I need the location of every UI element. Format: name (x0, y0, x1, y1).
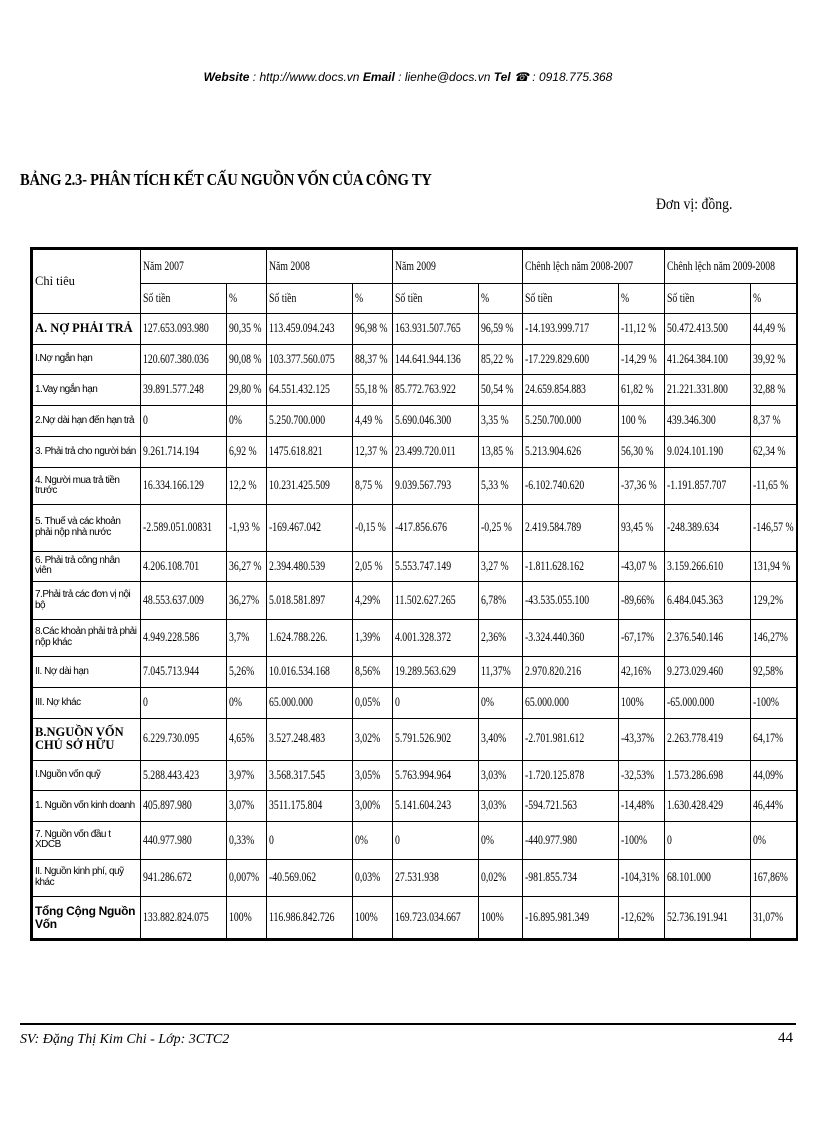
row-label: Tổng Cộng Nguồn Vốn (33, 897, 141, 939)
percent-cell: 64,17% (751, 718, 797, 760)
percent-cell: 8,75 % (353, 467, 393, 504)
percent-cell: -43,07 % (619, 551, 665, 582)
row-label: III. Nợ khác (33, 687, 141, 718)
header-year-2008: Năm 2008 (267, 250, 393, 284)
amount-cell: 5.250.700.000 (523, 406, 619, 437)
sub-percent: % (619, 284, 665, 314)
amount-cell: -1.720.125.878 (523, 760, 619, 791)
amount-cell: 24.659.854.883 (523, 375, 619, 406)
percent-cell: -0,25 % (479, 505, 523, 551)
amount-cell: 11.502.627.265 (393, 582, 479, 619)
sub-amount: Số tiền (393, 284, 479, 314)
amount-cell: 50.472.413.500 (665, 313, 751, 344)
percent-cell: -43,37% (619, 718, 665, 760)
sub-percent: % (353, 284, 393, 314)
percent-cell: 0,02% (479, 859, 523, 896)
table-row (33, 859, 797, 896)
percent-cell: 36,27 % (227, 551, 267, 582)
amount-cell: 5.763.994.964 (393, 760, 479, 791)
amount-cell: 3.568.317.545 (267, 760, 353, 791)
amount-cell: -6.102.740.620 (523, 467, 619, 504)
tel-value: : 0918.775.368 (528, 70, 613, 84)
row-label: 3. Phải trả cho người bán (33, 437, 141, 468)
amount-cell: 10.231.425.509 (267, 467, 353, 504)
amount-cell: 2.394.480.539 (267, 551, 353, 582)
percent-cell: 1,39% (353, 619, 393, 656)
percent-cell: -104,31% (619, 859, 665, 896)
amount-cell: 5.553.747.149 (393, 551, 479, 582)
amount-cell: -417.856.676 (393, 505, 479, 551)
row-label: 8.Các khoản phải trả phải nộp khác (33, 619, 141, 656)
table-header-row (33, 250, 797, 284)
table-row (33, 375, 797, 406)
amount-cell: -440.977.980 (523, 822, 619, 859)
amount-cell: 52.736.191.941 (665, 897, 751, 939)
amount-cell: 6.484.045.363 (665, 582, 751, 619)
amount-cell: 4.949.228.586 (141, 619, 227, 656)
amount-cell: 1.573.286.698 (665, 760, 751, 791)
row-label: 5. Thuế và các khoản phải nộp nhà nước (33, 505, 141, 551)
amount-cell: 7.045.713.944 (141, 657, 227, 688)
table-row (33, 313, 797, 344)
amount-cell: 144.641.944.136 (393, 344, 479, 375)
percent-cell: 3,7% (227, 619, 267, 656)
percent-cell: 3,27 % (479, 551, 523, 582)
percent-cell: 6,78% (479, 582, 523, 619)
amount-cell: -16.895.981.349 (523, 897, 619, 939)
percent-cell: -14,48% (619, 791, 665, 822)
amount-cell: 5.288.443.423 (141, 760, 227, 791)
amount-cell: 127.653.093.980 (141, 313, 227, 344)
amount-cell: 2.419.584.789 (523, 505, 619, 551)
amount-cell: -65.000.000 (665, 687, 751, 718)
amount-cell: 941.286.672 (141, 859, 227, 896)
percent-cell: 46,44% (751, 791, 797, 822)
percent-cell: 93,45 % (619, 505, 665, 551)
amount-cell: -43.535.055.100 (523, 582, 619, 619)
sub-amount: Số tiền (665, 284, 751, 314)
amount-cell: 65.000.000 (523, 687, 619, 718)
amount-cell: 1.630.428.429 (665, 791, 751, 822)
website-value: : http://www.docs.vn (249, 70, 363, 84)
amount-cell: 3.159.266.610 (665, 551, 751, 582)
amount-cell: 0 (267, 822, 353, 859)
amount-cell: 2.970.820.216 (523, 657, 619, 688)
percent-cell: -67,17% (619, 619, 665, 656)
table-row (33, 718, 797, 760)
header-year-2007: Năm 2007 (141, 250, 267, 284)
percent-cell: 3,00% (353, 791, 393, 822)
percent-cell: 4,65% (227, 718, 267, 760)
row-label: 1. Nguồn vốn kinh doanh (33, 791, 141, 822)
percent-cell: 3,40% (479, 718, 523, 760)
percent-cell: 8,56% (353, 657, 393, 688)
percent-cell: 2,36% (479, 619, 523, 656)
amount-cell: -594.721.563 (523, 791, 619, 822)
amount-cell: 1.624.788.226. (267, 619, 353, 656)
amount-cell: 9.024.101.190 (665, 437, 751, 468)
percent-cell: 0,05% (353, 687, 393, 718)
percent-cell: 31,07% (751, 897, 797, 939)
sub-percent: % (479, 284, 523, 314)
percent-cell: 3,05% (353, 760, 393, 791)
percent-cell: -11,12 % (619, 313, 665, 344)
amount-cell: -981.855.734 (523, 859, 619, 896)
percent-cell: 146,27% (751, 619, 797, 656)
table-row (33, 437, 797, 468)
email-value: : lienhe@docs.vn (394, 70, 494, 84)
amount-cell: -17.229.829.600 (523, 344, 619, 375)
percent-cell: -12,62% (619, 897, 665, 939)
row-label: B.NGUỒN VỐN CHỦ SỞ HỮU (33, 718, 141, 760)
amount-cell: 169.723.034.667 (393, 897, 479, 939)
amount-cell: -40.569.062 (267, 859, 353, 896)
tel-label: Tel (493, 70, 511, 84)
amount-cell: -248.389.634 (665, 505, 751, 551)
percent-cell: -146,57 % (751, 505, 797, 551)
percent-cell: 5,33 % (479, 467, 523, 504)
table-row (33, 582, 797, 619)
percent-cell: -100% (751, 687, 797, 718)
percent-cell: 100% (619, 687, 665, 718)
percent-cell: 167,86% (751, 859, 797, 896)
percent-cell: 129,2% (751, 582, 797, 619)
amount-cell: 5.250.700.000 (267, 406, 353, 437)
amount-cell: 6.229.730.095 (141, 718, 227, 760)
sub-percent: % (227, 284, 267, 314)
amount-cell: 64.551.432.125 (267, 375, 353, 406)
table-row (33, 897, 797, 939)
percent-cell: 4,49 % (353, 406, 393, 437)
percent-cell: 90,35 % (227, 313, 267, 344)
percent-cell: 39,92 % (751, 344, 797, 375)
amount-cell: 2.263.778.419 (665, 718, 751, 760)
table-row (33, 760, 797, 791)
row-label: 2.Nợ dài hạn đến hạn trả (33, 406, 141, 437)
capital-structure-table (30, 247, 798, 941)
amount-cell: -1.811.628.162 (523, 551, 619, 582)
percent-cell: -89,66% (619, 582, 665, 619)
amount-cell: 440.977.980 (141, 822, 227, 859)
table-row (33, 619, 797, 656)
row-label: 6. Phải trả công nhân viên (33, 551, 141, 582)
amount-cell: 9.273.029.460 (665, 657, 751, 688)
sub-percent: % (751, 284, 797, 314)
percent-cell: 32,88 % (751, 375, 797, 406)
percent-cell: 3,02% (353, 718, 393, 760)
amount-cell: 2.376.540.146 (665, 619, 751, 656)
amount-cell: 39.891.577.248 (141, 375, 227, 406)
amount-cell: 5.791.526.902 (393, 718, 479, 760)
amount-cell: -2.589.051.00831 (141, 505, 227, 551)
percent-cell: 0% (479, 687, 523, 718)
amount-cell: 103.377.560.075 (267, 344, 353, 375)
amount-cell: 133.882.824.075 (141, 897, 227, 939)
row-label: II. Nợ dài hạn (33, 657, 141, 688)
percent-cell: 0% (227, 406, 267, 437)
percent-cell: 3,03% (479, 791, 523, 822)
percent-cell: 0% (353, 822, 393, 859)
footer-divider (20, 1023, 796, 1025)
email-label: Email (362, 70, 395, 84)
amount-cell: -3.324.440.360 (523, 619, 619, 656)
percent-cell: 11,37% (479, 657, 523, 688)
percent-cell: 3,03% (479, 760, 523, 791)
header-year-2009: Năm 2009 (393, 250, 523, 284)
amount-cell: -169.467.042 (267, 505, 353, 551)
amount-cell: 113.459.094.243 (267, 313, 353, 344)
table-title: BẢNG 2.3- PHÂN TÍCH KẾT CẤU NGUỒN VỐN CỦA CÔNG TY (20, 170, 432, 189)
percent-cell: -11,65 % (751, 467, 797, 504)
amount-cell: 5.690.046.300 (393, 406, 479, 437)
amount-cell: 0 (141, 687, 227, 718)
amount-cell: 9.261.714.194 (141, 437, 227, 468)
table-row (33, 551, 797, 582)
amount-cell: 0 (393, 822, 479, 859)
unit-note: Đơn vị: đồng. (656, 196, 733, 213)
percent-cell: 0% (227, 687, 267, 718)
percent-cell: 4,29% (353, 582, 393, 619)
phone-icon: ☎ (510, 70, 529, 84)
amount-cell: 21.221.331.800 (665, 375, 751, 406)
amount-cell: 0 (665, 822, 751, 859)
percent-cell: 100% (479, 897, 523, 939)
percent-cell: 0% (751, 822, 797, 859)
table-row (33, 344, 797, 375)
amount-cell: 48.553.637.009 (141, 582, 227, 619)
amount-cell: 405.897.980 (141, 791, 227, 822)
percent-cell: 0,007% (227, 859, 267, 896)
percent-cell: 96,59 % (479, 313, 523, 344)
header-diff-2009-2008: Chênh lệch năm 2009-2008 (665, 250, 797, 284)
row-label: I.Nợ ngắn hạn (33, 344, 141, 375)
amount-cell: -2.701.981.612 (523, 718, 619, 760)
percent-cell: 55,18 % (353, 375, 393, 406)
percent-cell: -37,36 % (619, 467, 665, 504)
row-label: I.Nguồn vốn quỹ (33, 760, 141, 791)
percent-cell: 61,82 % (619, 375, 665, 406)
amount-cell: 1475.618.821 (267, 437, 353, 468)
percent-cell: 0,03% (353, 859, 393, 896)
percent-cell: -100% (619, 822, 665, 859)
amount-cell: 19.289.563.629 (393, 657, 479, 688)
percent-cell: 42,16% (619, 657, 665, 688)
amount-cell: 27.531.938 (393, 859, 479, 896)
percent-cell: 29,80 % (227, 375, 267, 406)
header-indicator: Chỉ tiêu (33, 250, 141, 314)
amount-cell: 0 (393, 687, 479, 718)
amount-cell: 68.101.000 (665, 859, 751, 896)
amount-cell: 23.499.720.011 (393, 437, 479, 468)
percent-cell: 131,94 % (751, 551, 797, 582)
percent-cell: 44,49 % (751, 313, 797, 344)
percent-cell: 12,37 % (353, 437, 393, 468)
row-label: 1.Vay ngắn hạn (33, 375, 141, 406)
percent-cell: 0,33% (227, 822, 267, 859)
sub-amount: Số tiền (141, 284, 227, 314)
row-label: 4. Người mua trả tiền trước (33, 467, 141, 504)
amount-cell: 163.931.507.765 (393, 313, 479, 344)
table-subheader-row (33, 284, 797, 314)
amount-cell: 65.000.000 (267, 687, 353, 718)
percent-cell: 8,37 % (751, 406, 797, 437)
percent-cell: 3,07% (227, 791, 267, 822)
table-row (33, 657, 797, 688)
table-row (33, 687, 797, 718)
percent-cell: 56,30 % (619, 437, 665, 468)
amount-cell: 3511.175.804 (267, 791, 353, 822)
amount-cell: 5.213.904.626 (523, 437, 619, 468)
percent-cell: -0,15 % (353, 505, 393, 551)
percent-cell: 13,85 % (479, 437, 523, 468)
amount-cell: 4.206.108.701 (141, 551, 227, 582)
percent-cell: -32,53% (619, 760, 665, 791)
amount-cell: 41.264.384.100 (665, 344, 751, 375)
percent-cell: -14,29 % (619, 344, 665, 375)
amount-cell: 3.527.248.483 (267, 718, 353, 760)
row-label: 7.Phải trả các đơn vị nội bộ (33, 582, 141, 619)
percent-cell: 88,37 % (353, 344, 393, 375)
amount-cell: 120.607.380.036 (141, 344, 227, 375)
website-label: Website (203, 70, 250, 84)
percent-cell: 36,27% (227, 582, 267, 619)
percent-cell: 12,2 % (227, 467, 267, 504)
sub-amount: Số tiền (267, 284, 353, 314)
percent-cell: 0% (479, 822, 523, 859)
amount-cell: 0 (141, 406, 227, 437)
amount-cell: -1.191.857.707 (665, 467, 751, 504)
percent-cell: 3,97% (227, 760, 267, 791)
footer-student: SV: Đặng Thị Kim Chi - Lớp: 3CTC2 (20, 1032, 230, 1047)
percent-cell: 2,05 % (353, 551, 393, 582)
amount-cell: 439.346.300 (665, 406, 751, 437)
row-label: II. Nguồn kinh phí, quỹ khác (33, 859, 141, 896)
amount-cell: 5.141.604.243 (393, 791, 479, 822)
amount-cell: 85.772.763.922 (393, 375, 479, 406)
percent-cell: 62,34 % (751, 437, 797, 468)
percent-cell: 44,09% (751, 760, 797, 791)
amount-cell: 116.986.842.726 (267, 897, 353, 939)
page-header (0, 70, 816, 84)
percent-cell: 50,54 % (479, 375, 523, 406)
page-number: 44 (778, 1030, 793, 1046)
percent-cell: 90,08 % (227, 344, 267, 375)
table-row (33, 406, 797, 437)
amount-cell: 4.001.328.372 (393, 619, 479, 656)
percent-cell: 3,35 % (479, 406, 523, 437)
sub-amount: Số tiền (523, 284, 619, 314)
percent-cell: 96,98 % (353, 313, 393, 344)
percent-cell: 100% (353, 897, 393, 939)
row-label: 7. Nguồn vốn đầu t XDCB (33, 822, 141, 859)
amount-cell: 9.039.567.793 (393, 467, 479, 504)
percent-cell: -1,93 % (227, 505, 267, 551)
percent-cell: 85,22 % (479, 344, 523, 375)
table-row (33, 505, 797, 551)
percent-cell: 6,92 % (227, 437, 267, 468)
table-row (33, 791, 797, 822)
amount-cell: 10.016.534.168 (267, 657, 353, 688)
amount-cell: 5.018.581.897 (267, 582, 353, 619)
header-diff-2008-2007: Chênh lệch năm 2008-2007 (523, 250, 665, 284)
percent-cell: 100 % (619, 406, 665, 437)
percent-cell: 100% (227, 897, 267, 939)
amount-cell: 16.334.166.129 (141, 467, 227, 504)
percent-cell: 92,58% (751, 657, 797, 688)
percent-cell: 5,26% (227, 657, 267, 688)
row-label: A. NỢ PHẢI TRẢ (33, 313, 141, 344)
table-row (33, 822, 797, 859)
table-row (33, 467, 797, 504)
amount-cell: -14.193.999.717 (523, 313, 619, 344)
